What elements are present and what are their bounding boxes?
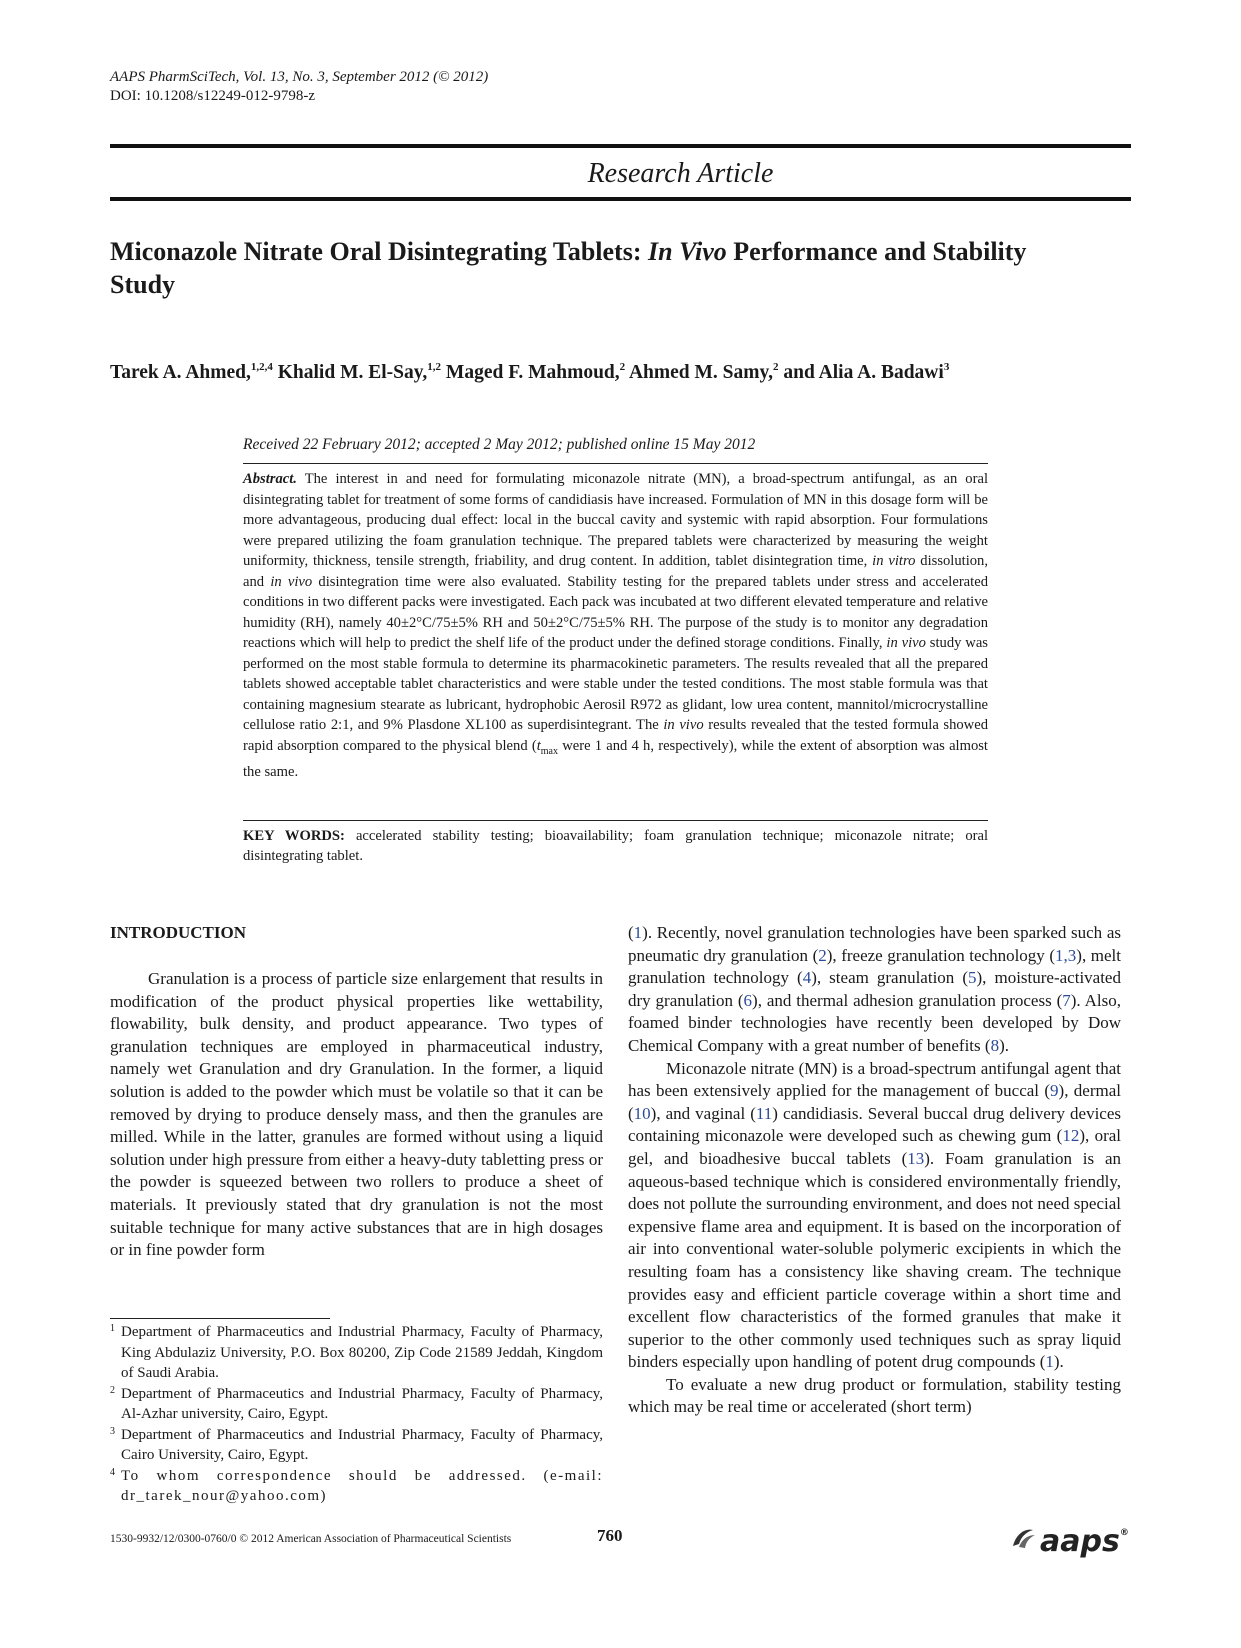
journal-citation: AAPS PharmSciTech, Vol. 13, No. 3, September 2012 (© 2012) [110, 69, 489, 85]
author-affiliation: 1,2 [427, 361, 442, 373]
title-italic: In Vivo [647, 237, 727, 266]
abstract-text: study was performed on the most stable formula to determine its pharmacokinetic parameters. The results revealed that all the prepared tablets showed acceptable tablet characteristics and were stable under the tested conditions. The most stable formula was that containing magnesium stearate as lubricant, hydrophobic Aerosil R972 as glidant, low urea content, mannitol/microcrystalline cellulose ratio 2:1, and 9% Plasdone XL100 as superdisintegrant. The [243, 635, 988, 733]
author: Khalid M. El-Say, [277, 362, 428, 383]
body-text: ), and thermal adhesion granulation process ( [752, 990, 1063, 1010]
received-dates: Received 22 February 2012; accepted 2 May 2012; published online 15 May 2012 [243, 436, 756, 453]
body-text: Miconazole nitrate (MN) is a broad-spectrum antifungal agent that has been extensively applied for the management of buccal ( [628, 1058, 1121, 1101]
body-text: ), freeze granulation technology ( [826, 945, 1056, 965]
reference-link[interactable]: 1,3 [1055, 945, 1077, 965]
author-affiliation: 1,2,4 [250, 361, 273, 373]
keywords [243, 826, 988, 866]
paren: ( [628, 923, 634, 942]
body-text: ), oral gel, and bioadhesive buccal tablets ( [628, 1126, 1122, 1168]
reference-link[interactable]: 6 [743, 990, 753, 1010]
reference-link[interactable]: 7 [1062, 990, 1071, 1010]
reference-link[interactable]: 8 [990, 1035, 1000, 1055]
intro-paragraph-2 [628, 1058, 1121, 1374]
body-text: ). Recently, novel granulation technologies have been sparked such as pneumatic dry granulation ( [628, 923, 1121, 965]
author: Tarek A. Ahmed, [110, 362, 251, 383]
body-text: ). Foam granulation is an aqueous-based technique which is considered environmentally friendly, does not pollute the surrounding environment, and does not need special expensive flame area and equipment. It is based on the incorporation of air into conventional water-soluble polymeric excipients in which the resulting foam has a consistency like shaving cream. The technique provides easy and efficient particle coverage within a short time and excellent flow characteristics of the formed granules that make it superior to the other commonly used techniques such as spray liquid binders especially upon handling of potent drug compounds ( [628, 1148, 1121, 1372]
abstract-bottom-rule [243, 820, 988, 821]
abstract-text: The interest in and need for formulating miconazole nitrate (MN), a broad-spectrum antifungal, as an oral disintegrating tablet for treatment of some forms of candidiasis have increased. Formulation of MN in this dosage form will be more advantageous, producing dual effect: local in the buccal cavity and systemic with rapid absorption. Four formulations were prepared utilizing the foam granulation technique. The prepared tablets were characterized by measuring the weight uniformity, thickness, tensile strength, friability, and drug content. In addition, tablet disintegration time, [243, 471, 988, 569]
reference-link[interactable]: 4 [802, 968, 812, 988]
title-part-1: Miconazole Nitrate Oral Disintegrating Tablets: [110, 237, 648, 266]
author-affiliation: 2 [619, 361, 626, 373]
reference-link[interactable]: 13 [907, 1148, 925, 1168]
body-text: ), melt granulation technology ( [628, 945, 1121, 988]
intro-paragraph-1: Granulation is a process of particle size enlargement that results in modification of the product physical properties like wettability, flowability, bulk density, and product appearance. Two types of granulation techniques are employed in pharmaceutical industry, namely wet Granulation and dry Granulation. In the former, a liquid solution is added to the powder which must be volatile so that it can be removed by drying to produce densely mass, and then the granules are milled. While in the latter, granules are formed without using a liquid solution under high pressure from either a heavy-duty tabletting press or the powder is squeezed between two rollers to produce a sheet of materials. It previously stated that dry granulation is not the most suitable technique for many active substances that are in high dosages or in fine powder form [110, 969, 603, 1260]
abstract [243, 469, 988, 782]
body-text: ), and vaginal ( [650, 1103, 756, 1123]
abstract-text: disintegration time were also evaluated. Stability testing for the prepared tablets under stress and accelerated conditions in two different packs were investigated. Each pack was incubated at two different elevated temperature and relative humidity (RH), namely 40±2°C/75±5% RH and 50±2°C/75±5% RH. The purpose of the study is to monitor any degradation reactions which will help to predict the shelf life of the product under the defined storage conditions. Finally, [243, 573, 988, 651]
abstract-top-rule [243, 463, 988, 464]
abstract-lead: Abstract. [243, 471, 297, 487]
affiliation-footnotes [110, 1322, 603, 1507]
footnote-number: 4 [110, 1466, 117, 1478]
intro-paragraph-3: To evaluate a new drug product or formulation, stability testing which may be real time or accelerated (short term) [628, 1374, 1121, 1417]
abstract-text: results revealed that the tested formula showed rapid absorption compared to the physical blend ( [243, 717, 988, 754]
title-part-2: Performance and Stability Study [110, 237, 1027, 299]
keywords-text: accelerated stability testing; bioavailability; foam granulation technique; miconazole nitrate; oral disintegrating tablet. [243, 828, 989, 864]
author-affiliation: 2 [773, 361, 779, 373]
reference-link[interactable]: 5 [968, 968, 977, 988]
footnote [110, 1322, 603, 1384]
body-text: ). [999, 1035, 1009, 1055]
article-title [110, 235, 1070, 301]
reference-link[interactable]: 10 [633, 1103, 651, 1123]
footnote-number: 2 [110, 1384, 115, 1396]
author: and Alia A. Badawi [783, 362, 944, 383]
intro-paragraph-1-cont [628, 922, 1121, 1058]
tmax-symbol: t [536, 737, 541, 754]
logo-wordmark [1040, 1518, 1129, 1557]
author: Ahmed M. Samy, [628, 362, 774, 383]
abstract-italic: in vivo [663, 717, 704, 733]
body-text: ). [1053, 1352, 1064, 1372]
logo-text: aaps [1040, 1524, 1120, 1559]
tmax-subscript: max [540, 745, 558, 757]
aaps-swirl-icon [1010, 1526, 1036, 1550]
body-text: ), dermal ( [628, 1081, 1121, 1123]
section-label: Research Article [587, 158, 774, 189]
footnote-text: Department of Pharmaceutics and Industrial Pharmacy, Faculty of Pharmacy, Cairo University, Cairo, Egypt. [121, 1426, 603, 1463]
footnote [110, 1384, 603, 1425]
footnote-text[interactable]: To whom correspondence should be addressed. (e-mail: dr_tarek_nour@yahoo.com) [121, 1467, 603, 1504]
reference-link[interactable]: 9 [1050, 1081, 1059, 1101]
body-text: ), steam granulation ( [811, 968, 969, 988]
author: Maged F. Mahmoud, [445, 362, 620, 383]
right-column [628, 922, 1121, 1419]
bottom-rule [110, 197, 1131, 201]
author-list [110, 360, 1131, 386]
reference-link[interactable]: 1 [1045, 1352, 1054, 1372]
journal-header [110, 68, 488, 106]
reference-link[interactable]: 11 [755, 1103, 773, 1123]
section-heading: INTRODUCTION [110, 923, 247, 942]
footnote-text: Department of Pharmaceutics and Industrial Pharmacy, Faculty of Pharmacy, Al-Azhar university, Cairo, Egypt. [121, 1385, 603, 1422]
reference-link[interactable]: 12 [1062, 1126, 1080, 1146]
aaps-logo [1010, 1518, 1129, 1557]
footnote-text: Department of Pharmaceutics and Industrial Pharmacy, Faculty of Pharmacy, King Abdulaziz University, P.O. Box 80200, Zip Code 21589 Jeddah, Kingdom of Saudi Arabia. [121, 1324, 603, 1381]
footnote-number: 3 [110, 1425, 115, 1437]
top-rule [110, 144, 1131, 148]
keywords-label: KEY WORDS: [243, 828, 345, 844]
abstract-italic: in vivo [270, 573, 313, 590]
abstract-text: dissolution, and [243, 553, 988, 590]
abstract-text: were 1 and 4 h, respectively), while the extent of absorption was almost the same. [243, 737, 988, 780]
body-text: ), moisture-activated dry granulation ( [628, 968, 1121, 1010]
page-number: 760 [597, 1526, 623, 1545]
abstract-italic: in vitro [872, 553, 916, 569]
footer-issn: 1530-9932/12/0300-0760/0 © 2012 American Association of Pharmaceutical Scientists [110, 1533, 512, 1545]
author-affiliation: 3 [943, 361, 950, 373]
doi[interactable]: DOI: 10.1208/s12249-012-9798-z [110, 88, 315, 104]
footnote-number: 1 [110, 1323, 115, 1334]
registered-mark: ® [1119, 1528, 1129, 1538]
footnote-rule [110, 1318, 330, 1319]
footnote-correspondence [110, 1466, 603, 1507]
reference-link[interactable]: 2 [818, 945, 827, 965]
reference-link[interactable]: 1 [633, 923, 643, 942]
left-column [110, 922, 603, 1262]
footnote [110, 1425, 603, 1466]
body-text: ). Also, foamed binder technologies have recently been developed by Dow Chemical Company with a great number of benefits ( [628, 990, 1121, 1055]
abstract-italic: in vivo [886, 635, 926, 651]
body-text: ) candidiasis. Several buccal drug delivery devices containing miconazole were developed such as chewing gum ( [628, 1103, 1121, 1146]
